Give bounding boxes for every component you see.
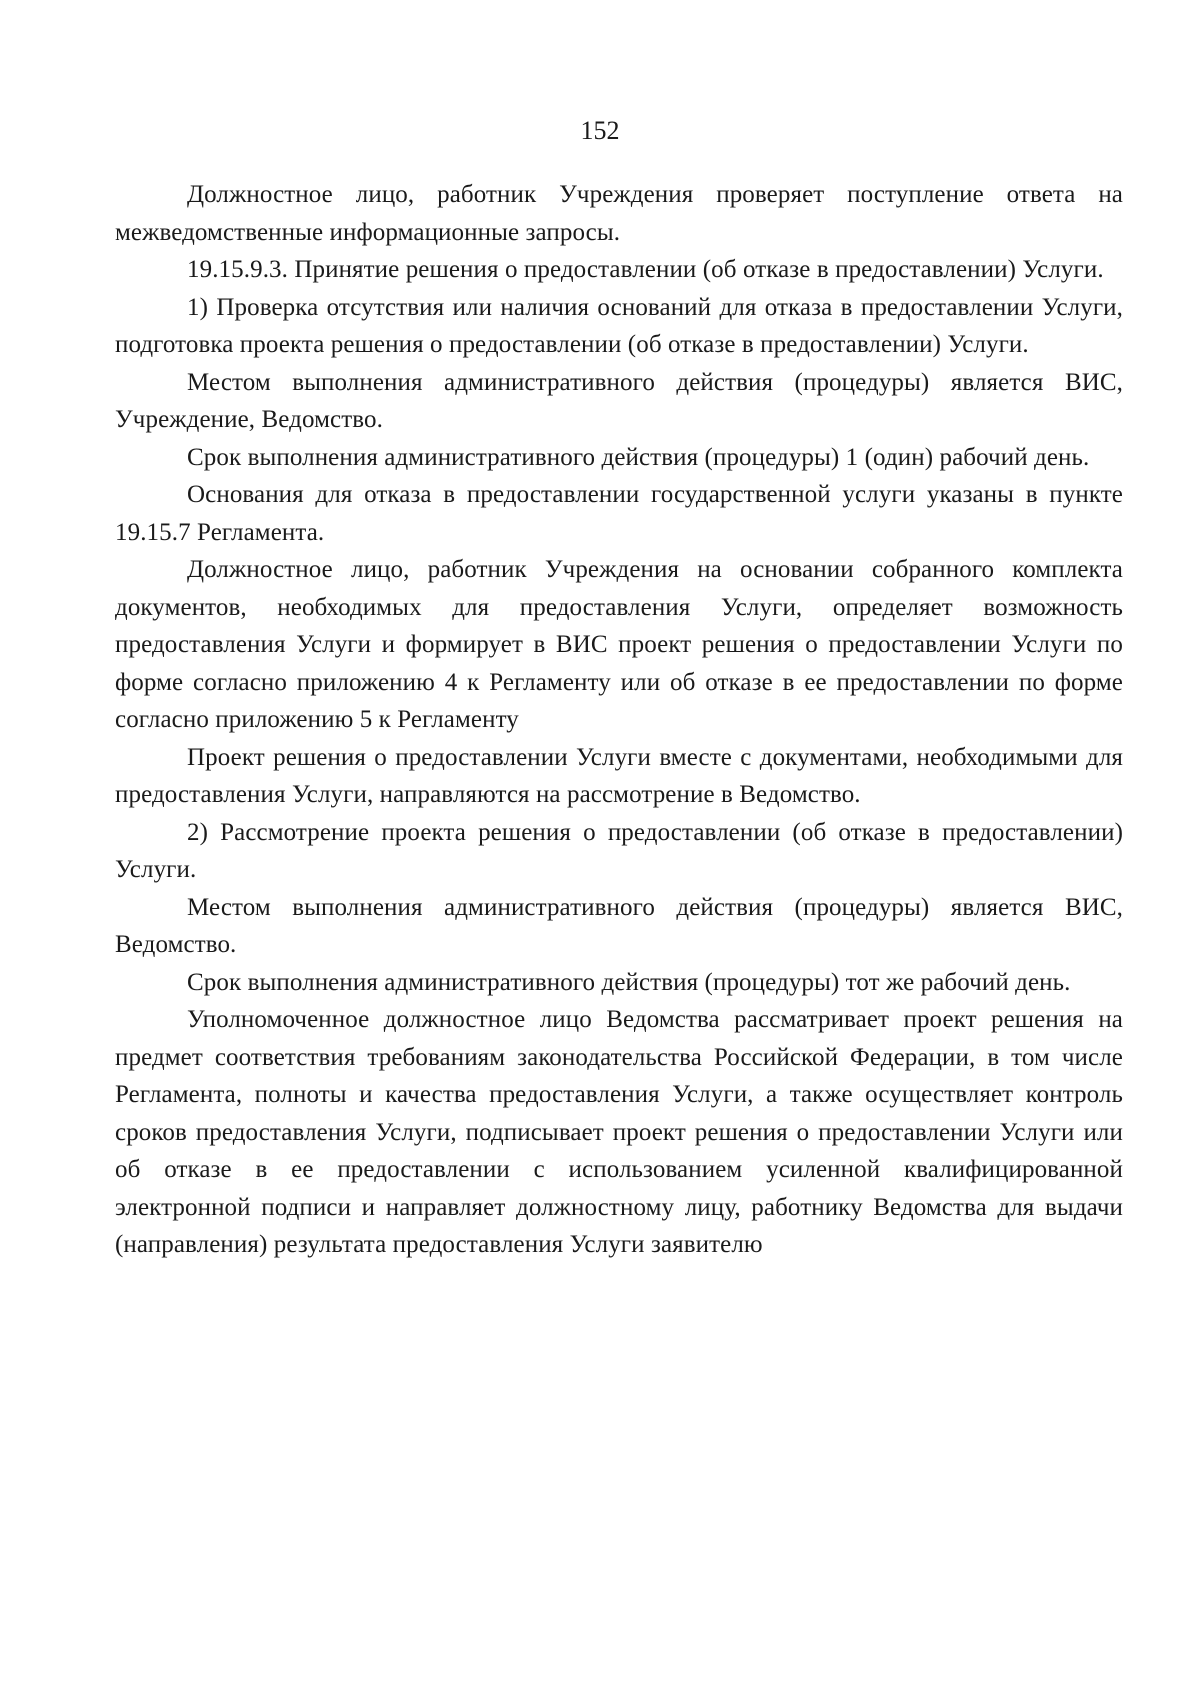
paragraph-section-19-15-9-3: 19.15.9.3. Принятие решения о предоставлении (об отказе в предоставлении) Услуги. bbox=[187, 256, 1104, 283]
paragraph-step-1-check-grounds: 1) Проверка отсутствия или наличия оснований для отказа в предоставлении Услуги, подготовка проекта решения о предоставлении (об отказе в предоставлении) Услуги. bbox=[115, 293, 1123, 358]
paragraph-draft-sent-to-agency: Проект решения о предоставлении Услуги вместе с документами, необходимыми для предоставления Услуги, направляются на рассмотрение в Ведомство. bbox=[115, 743, 1123, 808]
paragraph-authorized-official-review: Уполномоченное должностное лицо Ведомства рассматривает проект решения на предмет соответствия требованиям законодательства Российской Федерации, в том числе Регламента, полноты и качества предоставления Услуги, а также осуществляет контроль сроков предоставления Услуги, подписывает проект решения о предоставлении Услуги или об отказе в ее предоставлении с использованием усиленной квалифицированной электронной подписи и направляет должностному лицу, работнику Ведомства для выдачи (направления) результата предоставления Услуги заявителю bbox=[115, 1006, 1123, 1258]
paragraph-place-step-1: Местом выполнения административного действия (процедуры) является ВИС, Учреждение, Ведомство. bbox=[115, 368, 1123, 433]
paragraph-term-step-1: Срок выполнения административного действия (процедуры) 1 (один) рабочий день. bbox=[187, 443, 1090, 471]
paragraph-term-step-2: Срок выполнения административного действия (процедуры) тот же рабочий день. bbox=[187, 968, 1071, 996]
document-body bbox=[115, 176, 1123, 1264]
paragraph-place-step-2: Местом выполнения административного действия (процедуры) является ВИС, Ведомство. bbox=[115, 893, 1123, 958]
paragraph-draft-decision-forming: Должностное лицо, работник Учреждения на основании собранного комплекта документов, необходимых для предоставления Услуги, определяет возможность предоставления Услуги и формирует в ВИС проект решения о предоставлении Услуги по форме согласно приложению 4 к Регламенту или об отказе в ее предоставлении по форме согласно приложению 5 к Регламенту bbox=[115, 556, 1123, 733]
page-number: 152 bbox=[580, 116, 620, 145]
paragraph-refusal-grounds-reference: Основания для отказа в предоставлении государственной услуги указаны в пункте 19.15.7 Регламента. bbox=[115, 481, 1123, 546]
paragraph-step-2-review-draft: 2) Рассмотрение проекта решения о предоставлении (об отказе в предоставлении) Услуги. bbox=[115, 818, 1123, 883]
paragraph-check-interagency-response: Должностное лицо, работник Учреждения проверяет поступление ответа на межведомственные информационные запросы. bbox=[115, 181, 1123, 246]
